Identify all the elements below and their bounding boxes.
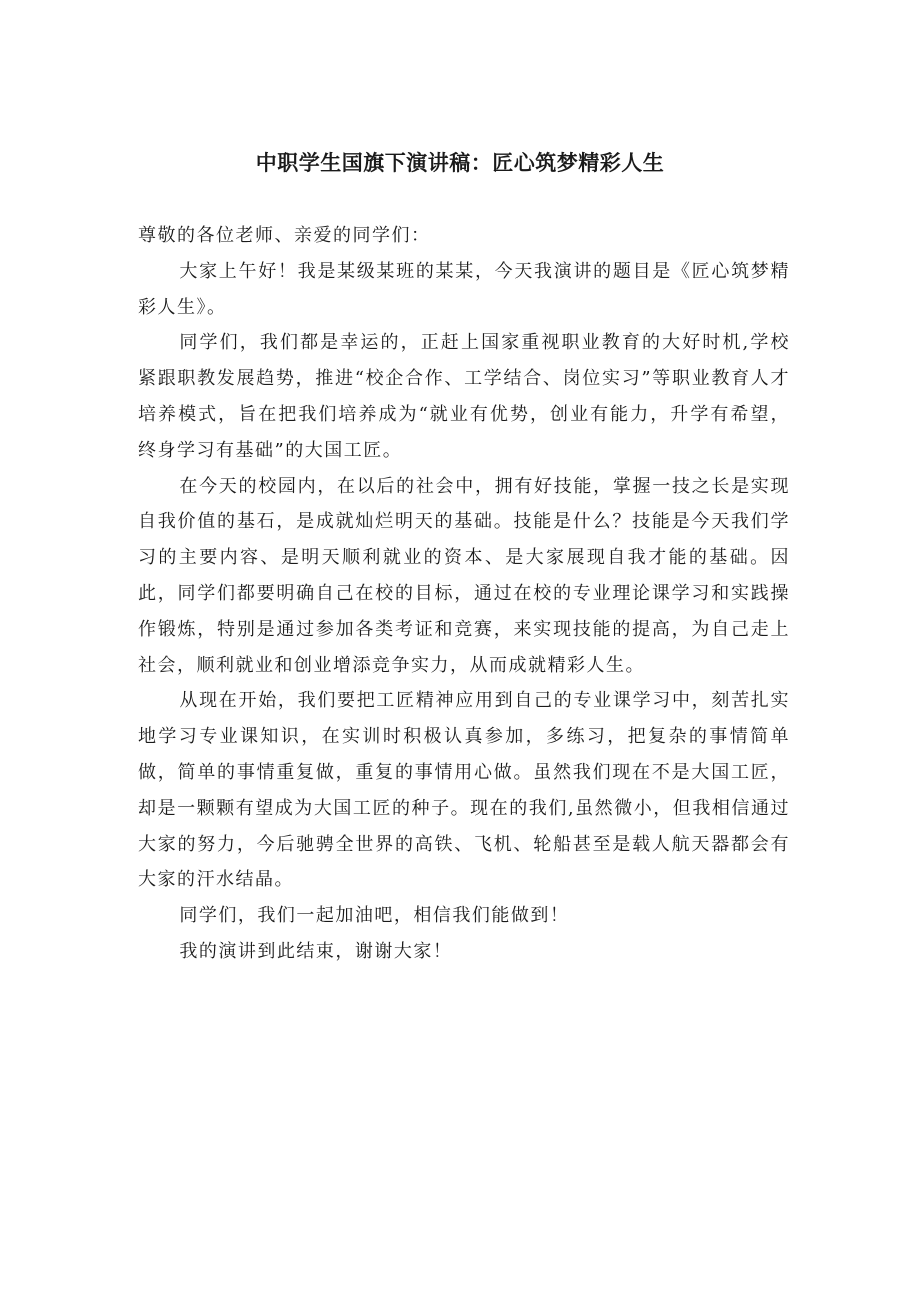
salutation: 尊敬的各位老师、亲爱的同学们： xyxy=(138,225,431,246)
document-body xyxy=(138,218,790,970)
document-title: 中职学生国旗下演讲稿：匠心筑梦精彩人生 xyxy=(255,151,665,175)
paragraph-vocational-education: 同学们，我们都是幸运的，正赶上国家重视职业教育的大好时机,学校紧跟职教发展趋势，推进“校企合作、工学结合、岗位实习”等职业教育人才培养模式，旨在把我们培养成为“就业有优势，创业有能力，升学有希望，终身学习有基础”的大国工匠。 xyxy=(138,332,790,461)
paragraph-skills: 在今天的校园内，在以后的社会中，拥有好技能，掌握一技之长是实现自我价值的基石，是成就灿烂明天的基础。技能是什么？技能是今天我们学习的主要内容、是明天顺利就业的资本、是大家展现自我才能的基础。因此，同学们都要明确自己在校的目标，通过在校的专业理论课学习和实践操作锻炼，特别是通过参加各类考证和竞赛，来实现技能的提高，为自己走上社会，顺利就业和创业增添竞争实力，从而成就精彩人生。 xyxy=(138,475,790,676)
paragraph-greeting: 大家上午好！我是某级某班的某某，今天我演讲的题目是《匠心筑梦精彩人生》。 xyxy=(138,260,790,318)
paragraph-craftsman-spirit: 从现在开始，我们要把工匠精神应用到自己的专业课学习中，刻苦扎实地学习专业课知识，在实训时积极认真参加，多练习，把复杂的事情简单做，简单的事情重复做，重复的事情用心做。虽然我们现在不是大国工匠，却是一颗颗有望成为大国工匠的种子。现在的我们,虽然微小，但我相信通过大家的努力，今后驰骋全世界的高铁、飞机、轮船甚至是载人航天器都会有大家的汗水结晶。 xyxy=(138,690,790,891)
paragraph-closing: 我的演讲到此结束，谢谢大家！ xyxy=(179,940,453,962)
paragraph-encouragement: 同学们，我们一起加油吧，相信我们能做到！ xyxy=(179,905,570,927)
